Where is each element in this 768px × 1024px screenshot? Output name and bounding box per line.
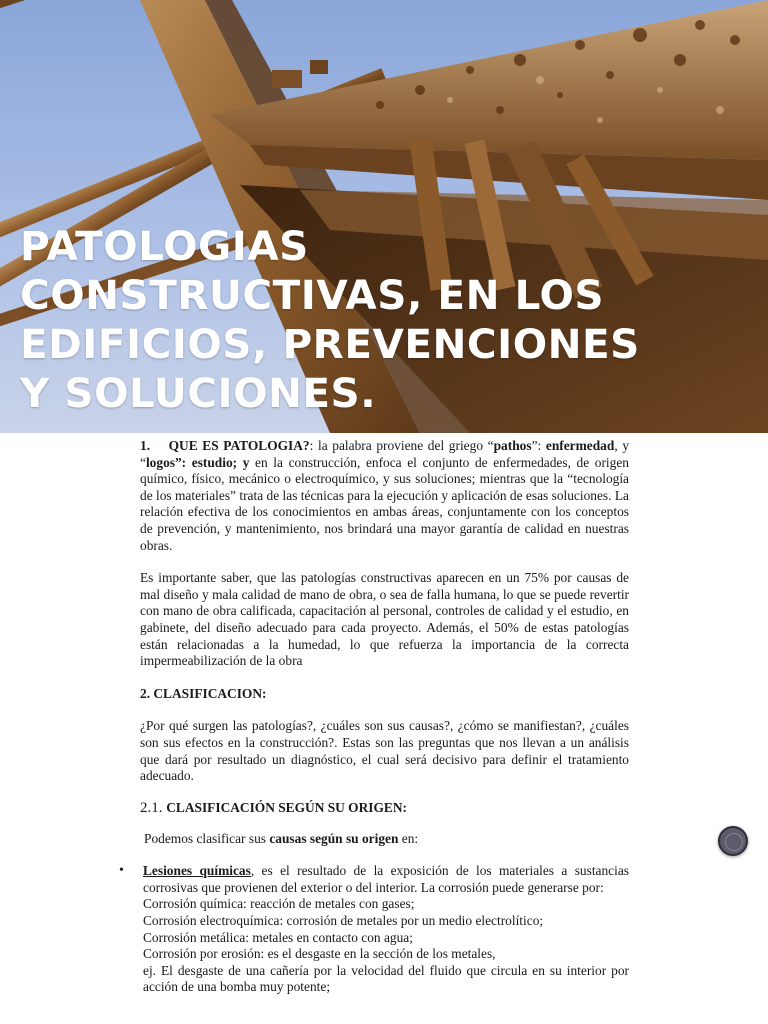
section-2-heading: 2. CLASIFICACION: (140, 685, 267, 701)
paragraph-questions: ¿Por qué surgen las patologías?, ¿cuáles son sus causas?, ¿cómo se manifiestan?, ¿cuáles son sus efectos en la construcción?. Estas son las preguntas que nos llevan a un análisis que dará por resultado un diagnóstico, el cual será decisivo para definir el tratamiento adecuado. (140, 718, 629, 784)
title-line: PATOLOGIAS (20, 222, 309, 270)
section-heading: QUE ES PATOLOGIA? (168, 438, 310, 453)
list-item (119, 863, 630, 996)
document-body (119, 438, 630, 996)
section-1-paragraph: 1. QUE ES PATOLOGIA?: la palabra proviene del griego “pathos”: enfermedad, y “logos”: estudio; y en la construcción, enfoca el conjunto de enfermedades, de origen químico, físico, mecánico o electroquímico, y sus soluciones; mientras que la “tecnología de los materiales” trata de las técnicas para la ejecución y aplicación de esas soluciones. La relación efectiva de los conocimientos en ambas áreas, conjuntamente con los conceptos de prevención, y mantenimiento, nos brindará una mayor garantía de calidad en nuestras obras. (140, 438, 630, 553)
title-line: CONSTRUCTIVAS, EN LOS (20, 271, 605, 319)
paragraph-origin: Podemos clasificar sus causas según su origen en: (144, 830, 419, 846)
paragraph-causes: Es importante saber, que las patologías constructivas aparecen en un 75% por causas de mal diseño y mala calidad de mano de obra, o sea de falla humana, lo que se puede revertir con mano de obra calificada, capacitación al personal, controles de calidad y el estudio, en gabinete, del diseño adecuado para cada proyecto. Además, el 50% de estas patologías están relacionadas a la humedad, lo que refuerza la importancia de la correcta impermeabilización de la obra (140, 570, 629, 669)
corrosion-line: Corrosión por erosión: es el desgaste en la sección de los metales, (143, 946, 496, 962)
section-2-1-heading: 2.1. CLASIFICACIÓN SEGÚN SU ORIGEN: (140, 799, 407, 816)
corrosion-line: Corrosión metálica: metales en contacto con agua; (143, 929, 413, 945)
corrosion-line: Corrosión electroquímica: corrosión de metales por un medio electrolítico; (143, 913, 544, 929)
section-number: 1. (140, 438, 151, 453)
corrosion-line: Corrosión química: reacción de metales con gases; (143, 896, 415, 912)
title-line: Y SOLUCIONES. (20, 369, 377, 417)
page-nav-button[interactable] (718, 826, 748, 856)
title-line: EDIFICIOS, PREVENCIONES (20, 320, 640, 368)
bullet-icon: • (119, 863, 124, 879)
bullet-intro: Lesiones químicas, es el resultado de la exposición de los materiales a sustancias corrosivas que provienen del exterior o del interior. La corrosión puede generarse por: (143, 863, 630, 895)
corrosion-line: ej. El desgaste de una cañería por la velocidad del fluido que circula en su interior por acción de una bomba muy potente; (143, 962, 629, 995)
document-title (20, 222, 720, 418)
hero-banner (0, 0, 768, 433)
